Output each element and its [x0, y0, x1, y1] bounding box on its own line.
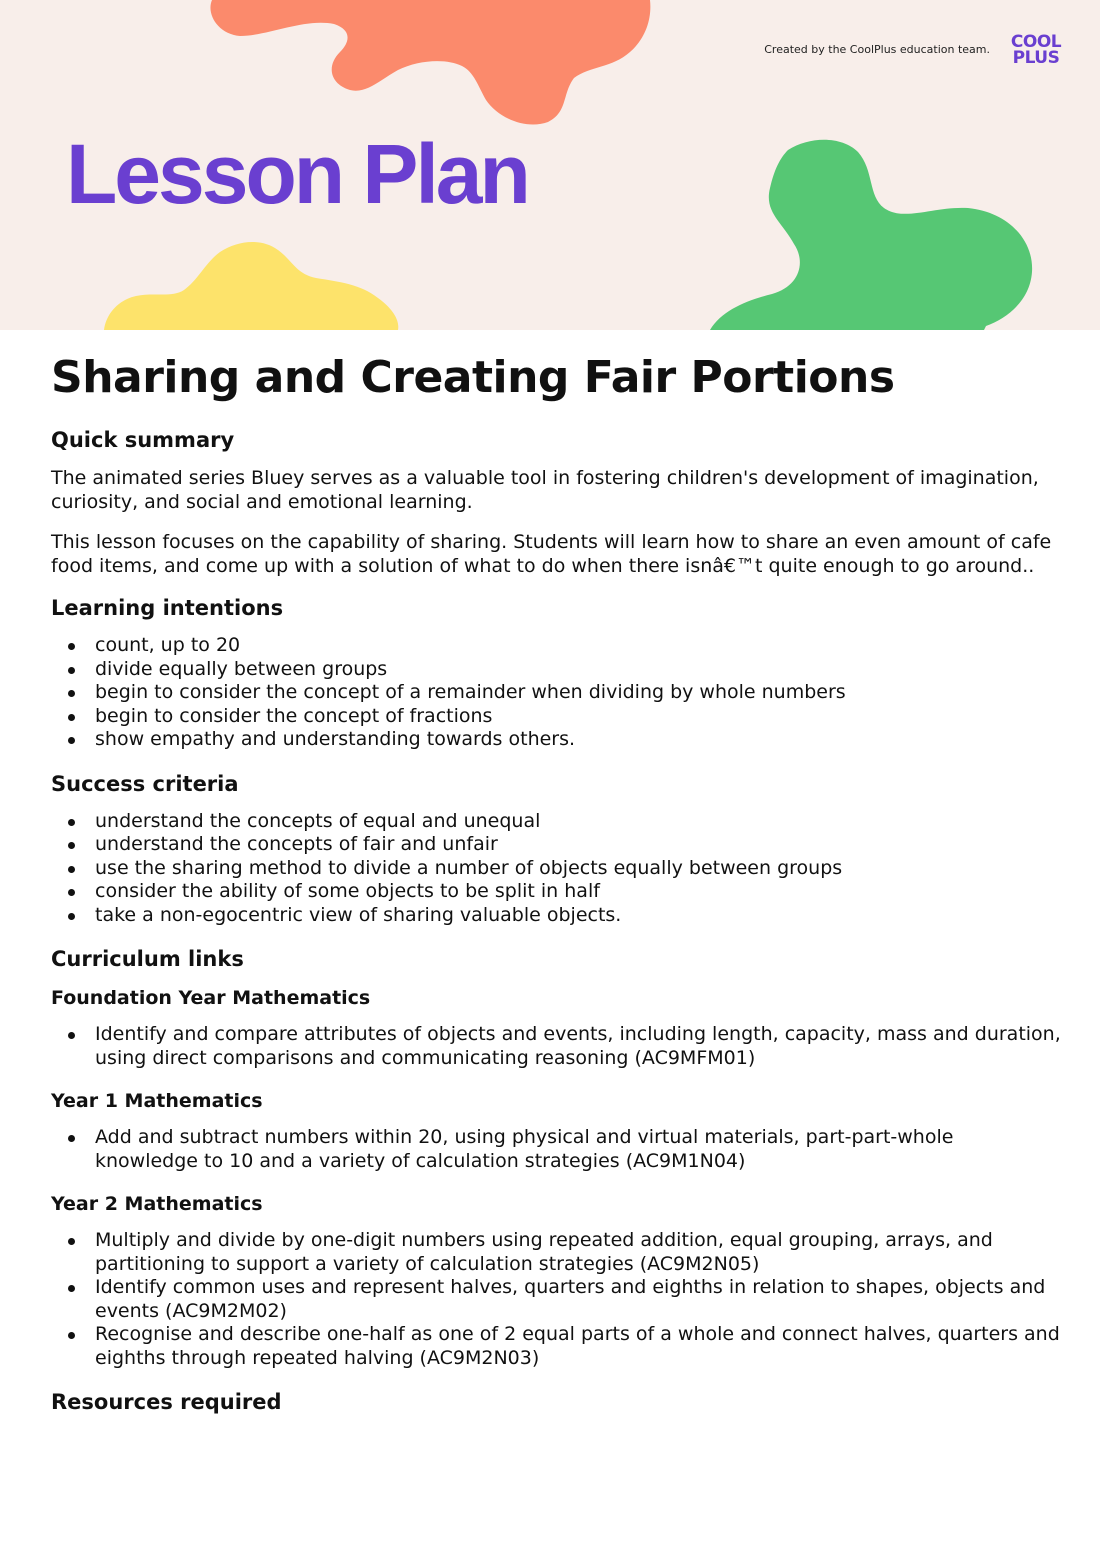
- list-item: begin to consider the concept of a remainder when dividing by whole numbers: [95, 681, 1061, 705]
- list-item: use the sharing method to divide a number of objects equally between groups: [95, 857, 1061, 881]
- list-item: Add and subtract numbers within 20, using physical and virtual materials, part-part-whole knowledge to 10 and a variety of calculation strategies (AC9M1N04): [95, 1126, 1061, 1173]
- list-item: understand the concepts of equal and unequal: [95, 810, 1061, 834]
- section-heading: Quick summary: [51, 428, 235, 452]
- section-heading: Learning intentions: [51, 596, 284, 620]
- list-item: Multiply and divide by one-digit numbers using repeated addition, equal grouping, arrays, and partitioning to support a variety of calculation strategies (AC9M2N05): [95, 1229, 1061, 1276]
- list-item: count, up to 20: [95, 634, 1061, 658]
- list-item: take a non-egocentric view of sharing valuable objects.: [95, 904, 1061, 928]
- orange-blob: [210, 0, 650, 125]
- list-item: Identify common uses and represent halves, quarters and eighths in relation to shapes, objects and events (AC9M2M02): [95, 1276, 1061, 1323]
- list-item: Identify and compare attributes of objects and events, including length, capacity, mass and duration, using direct comparisons and communicating reasoning (AC9MFM01): [95, 1023, 1061, 1069]
- list-item: show empathy and understanding towards others.: [95, 728, 1061, 752]
- header-banner: [0, 0, 1100, 330]
- yellow-blob: [104, 242, 398, 330]
- subsection-heading: Year 1 Mathematics: [51, 1090, 263, 1112]
- section-heading: Curriculum links: [51, 947, 244, 971]
- section-heading: Resources required: [51, 1390, 282, 1414]
- learning-intentions-list: [51, 634, 1061, 752]
- success-criteria-list: [51, 810, 1061, 928]
- list-item: begin to consider the concept of fractions: [95, 705, 1061, 729]
- coolplus-logo: [1004, 34, 1068, 66]
- learning-intentions-section: [51, 594, 1061, 752]
- subsection-heading: Foundation Year Mathematics: [51, 987, 371, 1009]
- green-blob: [710, 140, 1032, 330]
- list-item: divide equally between groups: [95, 658, 1061, 682]
- section-heading: Success criteria: [51, 771, 239, 796]
- list-item: understand the concepts of fair and unfair: [95, 833, 1061, 857]
- curriculum-list: [51, 1126, 1061, 1173]
- subsection-heading: Year 2 Mathematics: [51, 1193, 263, 1215]
- curriculum-list: [51, 1023, 1061, 1070]
- curriculum-list: [51, 1229, 1061, 1370]
- quick-summary-section: [51, 426, 1061, 578]
- lesson-title: Sharing and Creating Fair Portions: [51, 352, 895, 403]
- credit-text: Created by the CoolPlus education team.: [764, 43, 990, 56]
- list-item: consider the ability of some objects to be split in half: [95, 880, 1061, 904]
- logo-line-cool: COOL: [1010, 32, 1062, 52]
- summary-paragraph: The animated series Bluey serves as a valuable tool in fostering children's development of imagination, curiosity, and social and emotional learning.: [51, 467, 1039, 513]
- logo-line-plus: PLUS: [1012, 48, 1060, 68]
- resources-section: [51, 1388, 1061, 1416]
- list-item: Recognise and describe one-half as one of 2 equal parts of a whole and connect halves, quarters and eighths through repeated halving (AC9M2N03): [95, 1323, 1060, 1369]
- curriculum-links-section: [51, 945, 1061, 1370]
- summary-paragraph: This lesson focuses on the capability of sharing. Students will learn how to share an even amount of cafe food items, and come up with a solution of what to do when there isnâ€™t quite enough to go around..: [51, 531, 1052, 577]
- success-criteria-section: [51, 770, 1061, 928]
- lesson-content: [51, 348, 1061, 1428]
- page-title: Lesson Plan: [66, 127, 528, 221]
